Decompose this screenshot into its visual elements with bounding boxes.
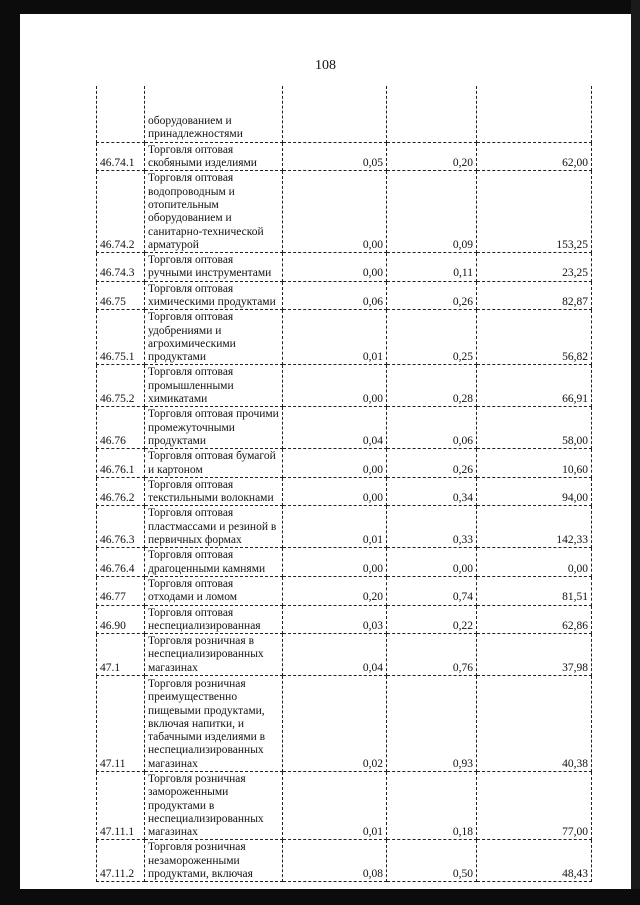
row-value-b: 0,34 [387, 477, 477, 506]
row-value-b: 0,00 [387, 548, 477, 577]
row-value-b: 0,22 [387, 605, 477, 634]
table-row [97, 477, 592, 506]
row-value-c: 153,25 [477, 171, 592, 253]
row-value-c: 66,91 [477, 365, 592, 407]
row-value-b [387, 86, 477, 142]
row-code: 46.76.3 [97, 506, 145, 548]
table-row [97, 449, 592, 478]
row-value-c: 48,43 [477, 840, 592, 882]
row-value-c: 62,86 [477, 605, 592, 634]
row-value-c: 56,82 [477, 310, 592, 365]
row-value-b: 0,11 [387, 253, 477, 282]
row-value-b: 0,18 [387, 772, 477, 840]
table-row [97, 605, 592, 634]
row-name: Торговля розничная незамороженными продуктами, включая [145, 840, 283, 882]
row-name: Торговля оптовая химическими продуктами [145, 281, 283, 310]
row-value-b: 0,26 [387, 449, 477, 478]
row-value-a: 0,04 [283, 634, 387, 676]
row-name: Торговля розничная в неспециализированных магазинах [145, 634, 283, 676]
row-value-b: 0,28 [387, 365, 477, 407]
row-value-b: 0,33 [387, 506, 477, 548]
table-row [97, 772, 592, 840]
row-code: 47.1 [97, 634, 145, 676]
row-code: 46.75.1 [97, 310, 145, 365]
row-code: 47.11.1 [97, 772, 145, 840]
row-value-a: 0,08 [283, 840, 387, 882]
row-code: 46.76.2 [97, 477, 145, 506]
row-value-c: 94,00 [477, 477, 592, 506]
table-row [97, 171, 592, 253]
row-value-b: 0,20 [387, 142, 477, 171]
row-code: 47.11 [97, 676, 145, 772]
table-row [97, 840, 592, 882]
row-value-c: 0,00 [477, 548, 592, 577]
row-name: Торговля оптовая прочими промежуточными продуктами [145, 407, 283, 449]
row-value-c: 10,60 [477, 449, 592, 478]
row-name: Торговля розничная замороженными продуктами в неспециализированных магазинах [145, 772, 283, 840]
row-name: Торговля оптовая промышленными химикатами [145, 365, 283, 407]
row-value-a: 0,02 [283, 676, 387, 772]
table-row [97, 548, 592, 577]
row-code: 46.75.2 [97, 365, 145, 407]
scan-border-right [631, 0, 640, 905]
row-value-a: 0,01 [283, 506, 387, 548]
row-value-c: 40,38 [477, 676, 592, 772]
row-value-b: 0,93 [387, 676, 477, 772]
row-code: 46.90 [97, 605, 145, 634]
row-value-b: 0,06 [387, 407, 477, 449]
table-row [97, 142, 592, 171]
row-name: Торговля оптовая текстильными волокнами [145, 477, 283, 506]
paper-sheet [20, 14, 631, 889]
row-code: 46.76.1 [97, 449, 145, 478]
row-value-b: 0,25 [387, 310, 477, 365]
row-name: Торговля оптовая отходами и ломом [145, 576, 283, 605]
scan-border-left [0, 0, 20, 905]
table-row [97, 281, 592, 310]
row-value-b: 0,09 [387, 171, 477, 253]
row-code: 47.11.2 [97, 840, 145, 882]
row-name: Торговля оптовая неспециализированная [145, 605, 283, 634]
row-name: Торговля оптовая водопроводным и отопительным оборудованием и санитарно-технической арматурой [145, 171, 283, 253]
row-value-a: 0,20 [283, 576, 387, 605]
row-value-c: 81,51 [477, 576, 592, 605]
table-row [97, 365, 592, 407]
page-number: 108 [315, 58, 336, 73]
row-value-a: 0,01 [283, 310, 387, 365]
row-code [97, 86, 145, 142]
row-value-a: 0,00 [283, 548, 387, 577]
row-name: Торговля оптовая пластмассами и резиной в первичных формах [145, 506, 283, 548]
row-value-b: 0,26 [387, 281, 477, 310]
row-value-a [283, 86, 387, 142]
row-name: Торговля оптовая удобрениями и агрохимическими продуктами [145, 310, 283, 365]
row-code: 46.77 [97, 576, 145, 605]
row-code: 46.76.4 [97, 548, 145, 577]
row-value-b: 0,76 [387, 634, 477, 676]
row-name: Торговля оптовая скобяными изделиями [145, 142, 283, 171]
row-value-c: 23,25 [477, 253, 592, 282]
row-value-b: 0,74 [387, 576, 477, 605]
row-name: Торговля оптовая бумагой и картоном [145, 449, 283, 478]
row-name: Торговля оптовая ручными инструментами [145, 253, 283, 282]
table-row [97, 676, 592, 772]
table-row [97, 253, 592, 282]
row-code: 46.74.2 [97, 171, 145, 253]
row-value-a: 0,00 [283, 365, 387, 407]
row-value-a: 0,00 [283, 449, 387, 478]
row-value-a: 0,06 [283, 281, 387, 310]
row-name: Торговля розничная преимущественно пищевыми продуктами, включая напитки, и табачными изделиями в неспециализированных магазинах [145, 676, 283, 772]
row-value-c [477, 86, 592, 142]
table-row [97, 576, 592, 605]
scan-border-bottom [0, 889, 640, 905]
row-value-a: 0,03 [283, 605, 387, 634]
row-value-c: 142,33 [477, 506, 592, 548]
row-name: оборудованием и принадлежностями [145, 86, 283, 142]
row-value-c: 82,87 [477, 281, 592, 310]
table-row [97, 407, 592, 449]
table-row [97, 634, 592, 676]
table-row [97, 310, 592, 365]
row-value-c: 62,00 [477, 142, 592, 171]
table-row [97, 506, 592, 548]
row-value-a: 0,01 [283, 772, 387, 840]
row-code: 46.75 [97, 281, 145, 310]
row-value-a: 0,00 [283, 171, 387, 253]
row-code: 46.74.1 [97, 142, 145, 171]
data-table [96, 86, 592, 882]
row-value-c: 58,00 [477, 407, 592, 449]
row-value-a: 0,00 [283, 477, 387, 506]
row-value-c: 37,98 [477, 634, 592, 676]
row-value-a: 0,00 [283, 253, 387, 282]
row-value-a: 0,05 [283, 142, 387, 171]
row-value-c: 77,00 [477, 772, 592, 840]
table-row [97, 86, 592, 142]
row-value-b: 0,50 [387, 840, 477, 882]
scan-border-top [0, 0, 640, 14]
row-name: Торговля оптовая драгоценными камнями [145, 548, 283, 577]
row-value-a: 0,04 [283, 407, 387, 449]
row-code: 46.76 [97, 407, 145, 449]
row-code: 46.74.3 [97, 253, 145, 282]
